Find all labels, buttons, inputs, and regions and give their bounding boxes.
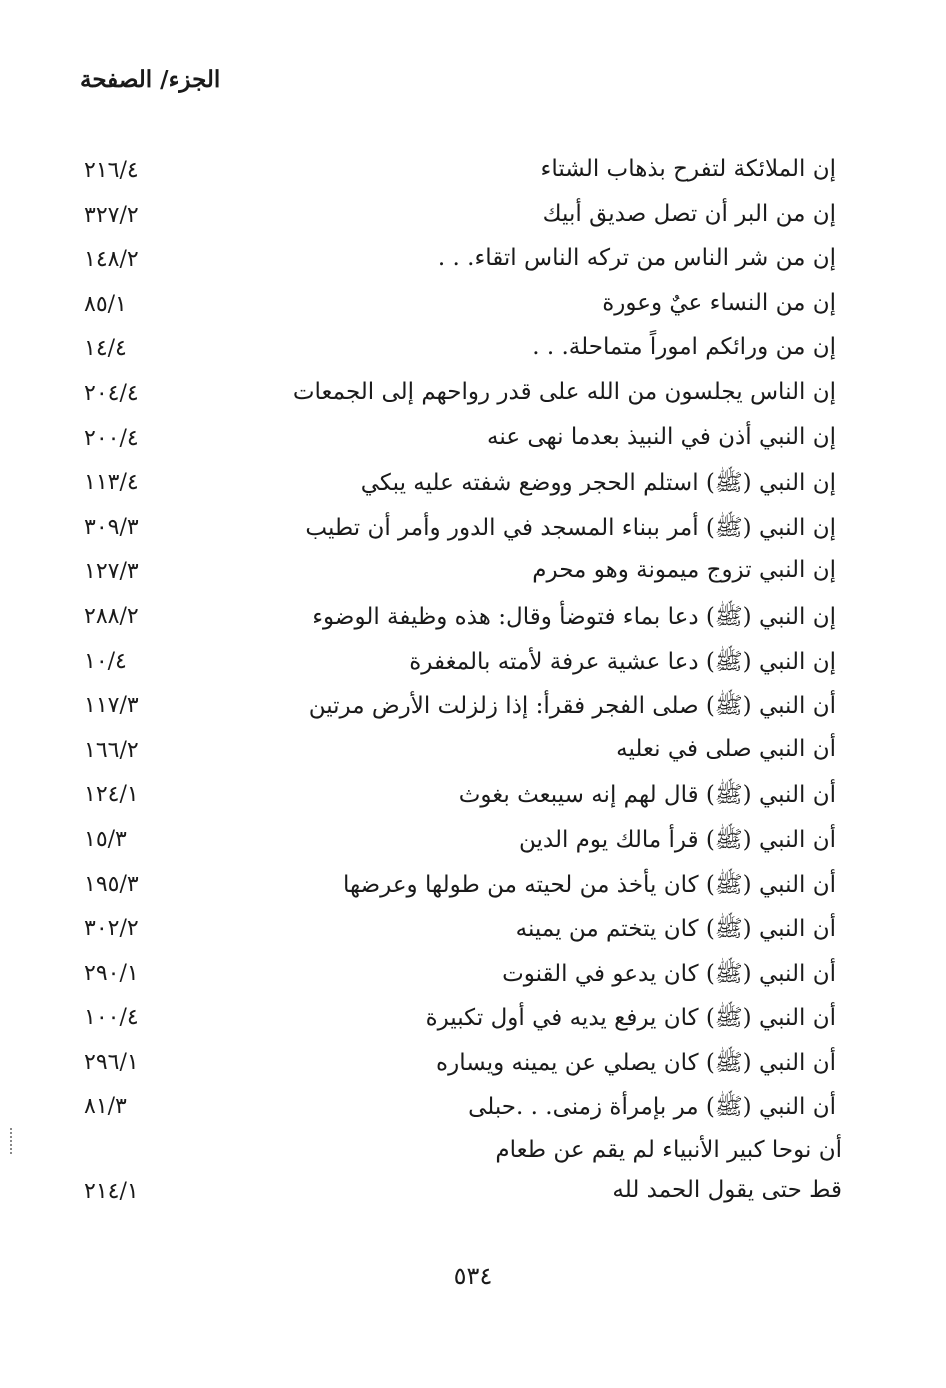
index-entry — [0, 598, 946, 643]
index-entry — [0, 286, 946, 331]
index-entry — [0, 1173, 946, 1213]
entry-reference: ١٥/٣ — [84, 826, 127, 852]
scan-edge-mark — [10, 1128, 14, 1154]
entry-text: إن الملائكة لتفرح بذهاب الشتاء — [540, 156, 836, 182]
entry-reference: ١١٧/٣ — [84, 693, 139, 719]
entry-reference: ٢١٦/٤ — [84, 158, 139, 183]
entry-text: إن النبي (ﷺ) دعا بماء فتوضأ وقال: هذه وظيفة الوضوء — [312, 603, 836, 630]
entry-reference: ٢٩٦/١ — [84, 1049, 139, 1075]
entry-reference: ١٦٦/٢ — [84, 737, 139, 763]
entry-reference: ٨١/٣ — [84, 1094, 127, 1120]
index-list — [0, 152, 946, 1213]
entry-reference: ١٠٠/٤ — [84, 1005, 139, 1031]
entry-text: إن النبي (ﷺ) دعا عشية عرفة لأمته بالمغفرة — [409, 648, 836, 675]
entry-text: إن من شر الناس من تركه الناس اتقاء. . . — [437, 245, 836, 272]
entry-reference: ٢٠٠/٤ — [84, 425, 139, 451]
entry-reference: ٢١٤/١ — [84, 1179, 139, 1205]
index-entry — [0, 152, 946, 197]
entry-text: أن النبي (ﷺ) كان يدعو في القنوت — [502, 960, 836, 987]
column-header: الجزء/ الصفحة — [80, 66, 221, 93]
entry-reference: ٨٥/١ — [84, 291, 127, 317]
entry-text: أن النبي (ﷺ) قال لهم إنه سيبعث بغوث — [458, 782, 836, 809]
entry-reference: ١٤/٤ — [84, 336, 127, 362]
entry-text: إن الناس يجلسون من الله على قدر رواحهم إلى الجمعات — [292, 378, 836, 405]
index-entry — [0, 509, 946, 554]
index-entry — [0, 1044, 946, 1089]
index-entry — [0, 866, 946, 911]
index-entry — [0, 375, 946, 420]
entry-text: إن النبي تزوج ميمونة وهو محرم — [532, 557, 836, 584]
page-number: ٥٣٤ — [453, 1262, 493, 1290]
index-entry — [0, 553, 946, 598]
entry-text: أن النبي (ﷺ) قرأ مالك يوم الدين — [518, 826, 836, 853]
entry-text: إن من البر أن تصل صديق أبيك — [542, 200, 836, 227]
entry-reference: ٣٢٧/٢ — [84, 202, 139, 228]
entry-text: أن النبي صلى في نعليه — [616, 735, 836, 762]
index-entry — [0, 821, 946, 866]
index-entry — [0, 687, 946, 732]
entry-text: أن النبي (ﷺ) مر بإمرأة زمنى. . .حبلى — [468, 1094, 836, 1121]
entry-reference: ١٢٤/١ — [84, 782, 139, 808]
entry-text: أن نوحا كبير الأنبياء لم يقم عن طعام — [495, 1137, 842, 1164]
entry-text: إن من النساء عيٌ وعورة — [602, 289, 836, 316]
entry-text: أن النبي (ﷺ) كان يصلي عن يمينه ويساره — [436, 1049, 836, 1076]
index-entry — [0, 464, 946, 509]
entry-reference: ١٩٥/٣ — [84, 871, 139, 897]
entry-text: أن النبي (ﷺ) كان يتختم من يمينه — [515, 916, 836, 943]
index-entry — [0, 732, 946, 777]
entry-reference: ٢٩٠/١ — [84, 960, 139, 986]
entry-text: قط حتى يقول الحمد لله — [612, 1177, 842, 1204]
entry-text: إن النبي (ﷺ) أمر ببناء المسجد في الدور وأمر أن تطيب — [305, 514, 836, 541]
entry-text: إن من ورائكم اموراً متماحلة. . . — [532, 334, 836, 361]
index-entry — [0, 1088, 946, 1133]
entry-reference: ٢٠٤/٤ — [84, 380, 139, 406]
index-entry — [0, 999, 946, 1044]
entry-text: أن النبي (ﷺ) كان يأخذ من لحيته من طولها وعرضها — [343, 871, 836, 898]
index-entry — [0, 776, 946, 821]
entry-reference: ١٠/٤ — [84, 648, 127, 674]
entry-text: إن النبي أذن في النبيذ بعدما نهى عنه — [487, 423, 836, 450]
index-entry — [0, 420, 946, 465]
entry-reference: ٣٠٩/٣ — [84, 514, 139, 540]
index-entry — [0, 1133, 946, 1173]
index-entry — [0, 955, 946, 1000]
entry-text: أن النبي (ﷺ) صلى الفجر فقرأ: إذا زلزلت الأرض مرتين — [308, 693, 836, 720]
entry-reference: ٢٨٨/٢ — [84, 603, 139, 629]
entry-text: إن النبي (ﷺ) استلم الحجر ووضع شفته عليه يبكي — [360, 470, 836, 497]
index-entry — [0, 241, 946, 286]
entry-reference: ١٤٨/٢ — [84, 247, 139, 273]
index-entry — [0, 197, 946, 242]
entry-reference: ١١٣/٤ — [84, 470, 139, 496]
entry-reference: ١٢٧/٣ — [84, 559, 139, 585]
entry-reference: ٣٠٢/٢ — [84, 916, 139, 942]
entry-text: أن النبي (ﷺ) كان يرفع يديه في أول تكبيرة — [425, 1005, 836, 1032]
index-entry — [0, 643, 946, 688]
index-entry — [0, 330, 946, 375]
index-entry — [0, 910, 946, 955]
